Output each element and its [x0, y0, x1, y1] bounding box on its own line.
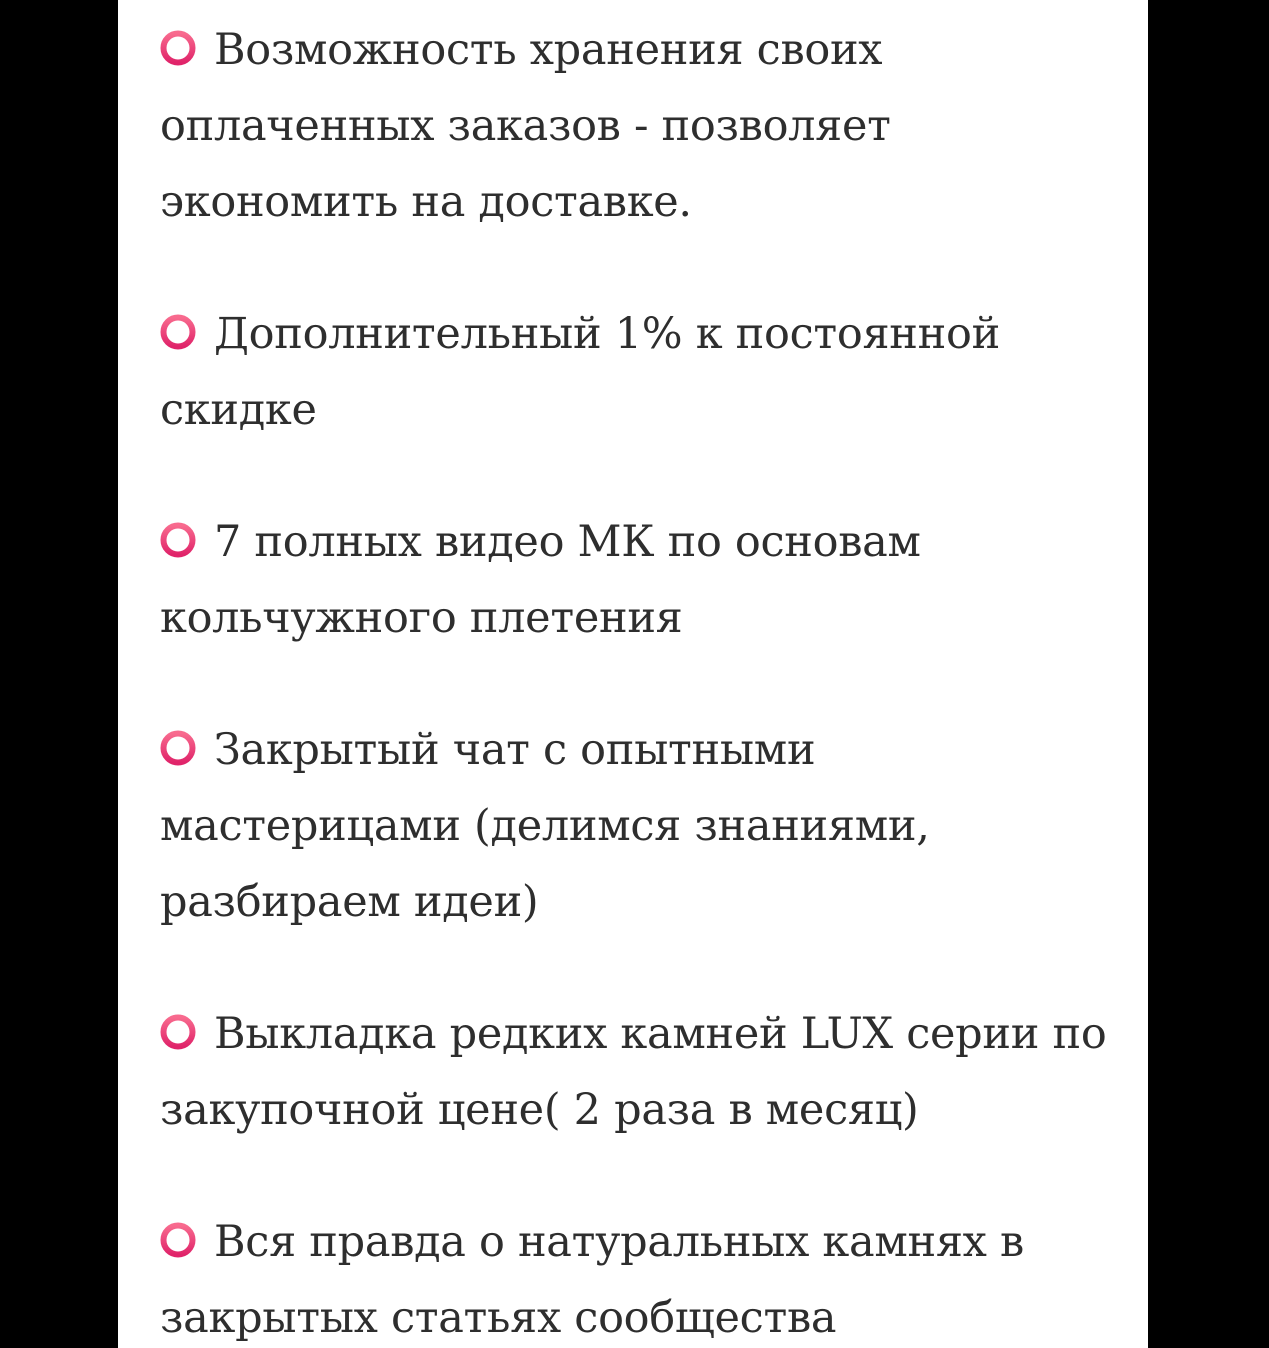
list-item	[160, 996, 1120, 1148]
list-item-text: Дополнительный 1% к постоянной скидке	[160, 309, 1000, 435]
list-item	[160, 712, 1120, 940]
list-item-text: Вся правда о натуральных камнях в закрытых статьях сообщества	[160, 1217, 1024, 1343]
list-item	[160, 1204, 1120, 1348]
list-item-text: Возможность хранения своих оплаченных заказов - позволяет экономить на доставке.	[160, 25, 891, 227]
list-item-text: Закрытый чат с опытными мастерицами (делимся знаниями, разбираем идеи)	[160, 725, 930, 927]
list-item-text: Выкладка редких камней LUX серии по закупочной цене( 2 раза в месяц)	[160, 1009, 1107, 1135]
hollow-red-circle-icon	[160, 30, 196, 66]
list-item	[160, 504, 1120, 656]
content-page	[118, 0, 1148, 1348]
hollow-red-circle-icon	[160, 1222, 196, 1258]
hollow-red-circle-icon	[160, 522, 196, 558]
benefits-list	[160, 12, 1120, 1348]
list-item	[160, 12, 1120, 240]
list-item	[160, 296, 1120, 448]
hollow-red-circle-icon	[160, 314, 196, 350]
list-item-text: 7 полных видео МК по основам кольчужного плетения	[160, 517, 921, 643]
hollow-red-circle-icon	[160, 1014, 196, 1050]
hollow-red-circle-icon	[160, 730, 196, 766]
